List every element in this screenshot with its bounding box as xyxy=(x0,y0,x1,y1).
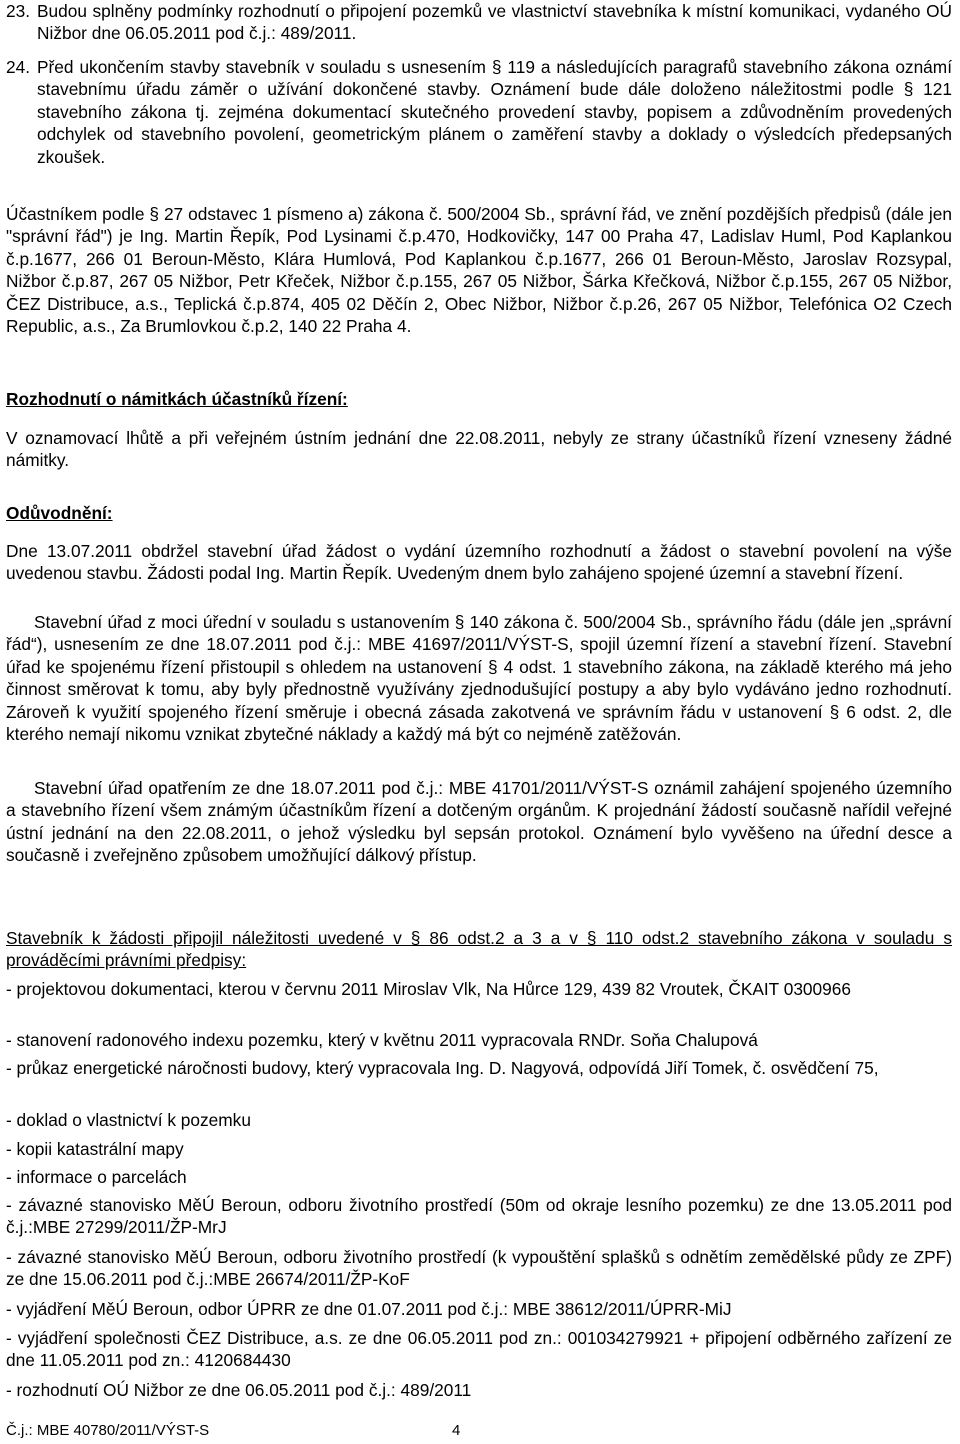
condition-item-23 xyxy=(6,0,952,45)
objections-heading: Rozhodnutí o námitkách účastníků řízení: xyxy=(6,389,348,409)
attachment-item: - vyjádření MěÚ Beroun, odbor ÚPRR ze dne 01.07.2011 pod č.j.: MBE 38612/2011/ÚPRR-MiJ xyxy=(6,1299,732,1319)
attachment-item: - informace o parcelách xyxy=(6,1167,187,1187)
attachments-intro: Stavebník k žádosti připojil náležitosti uvedené v § 86 odst.2 a 3 a v § 110 odst.2 stavebního zákona v souladu s prováděcími právními předpisy: xyxy=(6,928,952,971)
reasoning-paragraph-1: Dne 13.07.2011 obdržel stavební úřad žádost o vydání územního rozhodnutí a žádost o stavební povolení na výše uvedenou stavbu. Žádosti podal Ing. Martin Řepík. Uvedeným dnem bylo zahájeno spojené územní a stavební řízení. xyxy=(6,541,952,584)
page-number: 4 xyxy=(452,1422,461,1439)
item-number: 23. xyxy=(6,1,31,21)
item-number: 24. xyxy=(6,57,31,77)
attachment-item: - vyjádření společnosti ČEZ Distribuce, a.s. ze dne 06.05.2011 pod zn.: 001034279921 + připojení odběrného zařízení ze dne 11.05.2011 pod zn.: 4120684430 xyxy=(6,1328,952,1371)
page-footer xyxy=(6,1422,461,1440)
attachment-item: - stanovení radonového indexu pozemku, který v květnu 2011 vypracovala RNDr. Soňa Chalupová xyxy=(6,1030,758,1050)
attachment-item: - závazné stanovisko MěÚ Beroun, odboru životního prostředí (k vypouštění splašků s odnětím zemědělské půdy ze ZPF) ze dne 15.06.2011 pod č.j.:MBE 26674/2011/ŽP-KoF xyxy=(6,1247,952,1290)
attachment-item: - závazné stanovisko MěÚ Beroun, odboru životního prostředí (50m od okraje lesního pozemku) ze dne 13.05.2011 pod č.j.:MBE 27299/2011/ŽP-MrJ xyxy=(6,1195,952,1238)
objections-paragraph: V oznamovací lhůtě a při veřejném ústním jednání dne 22.08.2011, nebyly ze strany účastníků řízení vzneseny žádné námitky. xyxy=(6,428,952,471)
attachment-item: - rozhodnutí OÚ Nižbor ze dne 06.05.2011 pod č.j.: 489/2011 xyxy=(6,1380,472,1400)
attachment-item: - průkaz energetické náročnosti budovy, který vypracovala Ing. D. Nagyová, odpovídá Jiří Tomek, č. osvědčení 75, xyxy=(6,1058,879,1078)
reference-number: Č.j.: MBE 40780/2011/VÝST-S xyxy=(6,1422,210,1439)
reasoning-paragraph-3: Stavební úřad opatřením ze dne 18.07.2011 pod č.j.: MBE 41701/2011/VÝST-S oznámil zahájení spojeného územního a stavebního řízení všem známým účastníkům řízení a dotčeným orgánům. K projednání žádostí současně nařídil veřejné ústní jednání na den 22.08.2011, o jehož výsledku byl sepsán protokol. Oznámení bylo vyvěšeno na úřední desce a současně i zveřejněno způsobem umožňující dálkový přístup. xyxy=(6,778,952,866)
reasoning-heading: Odůvodnění: xyxy=(6,503,113,523)
attachment-item: - kopii katastrální mapy xyxy=(6,1139,184,1159)
item-text: Před ukončením stavby stavebník v souladu s usnesením § 119 a následujících paragrafů stavebního zákona oznámí stavebnímu úřadu záměr o užívání dokončené stavby. Oznámení bude dále doloženo náležitostmi podle § 121 stavebního zákona tj. zejména dokumentací skutečného provedení stavby, popisem a zdůvodněním provedených odchylek od stavebního povolení, geometrickým plánem o zaměření stavby a doklady o výsledcích předepsaných zkoušek. xyxy=(37,57,952,167)
condition-item-24 xyxy=(6,56,952,168)
attachment-item: - projektovou dokumentaci, kterou v červnu 2011 Miroslav Vlk, Na Hůrce 129, 439 82 Vroutek, ČKAIT 0300966 xyxy=(6,979,851,999)
reasoning-paragraph-2: Stavební úřad z moci úřední v souladu s ustanovením § 140 zákona č. 500/2004 Sb., správního řádu (dále jen „správní řád“), usnesením ze dne 18.07.2011 pod č.j.: MBE 41697/2011/VÝST-S, spojil územní řízení a stavební řízení. Stavební úřad ke spojenému řízení přistoupil s ohledem na ustanovení § 4 odst. 1 stavebního zákona, na základě kterého má jeho činnost směrovat k tomu, aby byly přednostně využívány zjednodušující postupy a aby bylo vydáváno jedno rozhodnutí. Zároveň k využití spojeného řízení směruje i obecná zásada zakotvená ve správním řádu v ustanovení § 6 odst. 2, dle kterého nemají nikomu vznikat zbytečné náklady a každý má být co nejméně zatěžován. xyxy=(6,612,952,745)
participants-paragraph: Účastníkem podle § 27 odstavec 1 písmeno a) zákona č. 500/2004 Sb., správní řád, ve znění pozdějších předpisů (dále jen "správní řád") je Ing. Martin Řepík, Pod Lysinami č.p.470, Hodkovičky, 147 00 Praha 47, Ladislav Huml, Pod Kaplankou č.p.1677, 266 01 Beroun-Město, Klára Humlová, Pod Kaplankou č.p.1677, 266 01 Beroun-Město, Jaroslav Rozsypal, Nižbor č.p.87, 267 05 Nižbor, Petr Křeček, Nižbor č.p.155, 267 05 Nižbor, Šárka Křečková, Nižbor č.p.155, 267 05 Nižbor, ČEZ Distribuce, a.s., Teplická č.p.874, 405 02 Děčín 2, Obec Nižbor, Nižbor č.p.26, 267 05 Nižbor, Telefónica O2 Czech Republic, a.s., Za Brumlovkou č.p.2, 140 22 Praha 4. xyxy=(6,204,952,337)
item-text: Budou splněny podmínky rozhodnutí o připojení pozemků ve vlastnictví stavebníka k místní komunikaci, vydaného OÚ Nižbor dne 06.05.2011 pod č.j.: 489/2011. xyxy=(37,1,952,44)
attachment-item: - doklad o vlastnictví k pozemku xyxy=(6,1110,251,1130)
